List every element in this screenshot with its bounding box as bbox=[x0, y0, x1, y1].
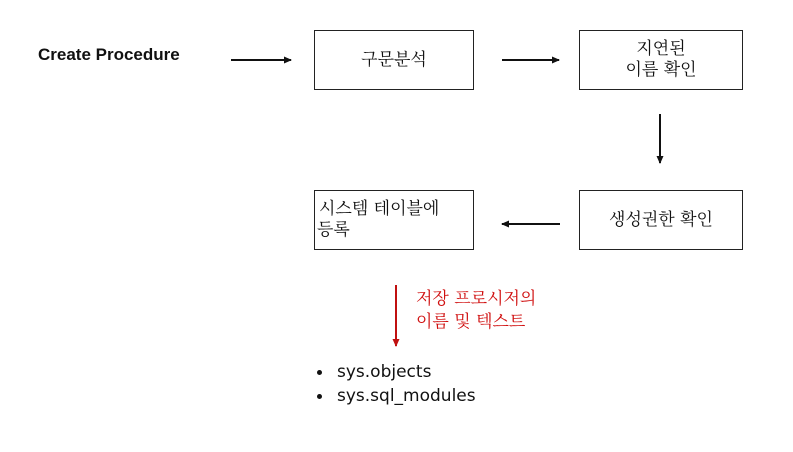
stored-procedure-note bbox=[416, 288, 536, 334]
list-item bbox=[314, 360, 476, 384]
parse-step-label: 구문분석 bbox=[361, 49, 427, 70]
register-line2: 등록 bbox=[317, 220, 350, 240]
table-name: sys.sql_modules bbox=[337, 386, 476, 406]
bullet-icon bbox=[317, 394, 322, 399]
permission-check-label: 생성권한 확인 bbox=[609, 209, 713, 230]
bullet-icon bbox=[317, 370, 322, 375]
deferred-name-line1: 지연된 bbox=[636, 39, 686, 59]
deferred-name-line2: 이름 확인 bbox=[625, 60, 697, 80]
table-name: sys.objects bbox=[337, 362, 432, 382]
stored-procedure-note-line2: 이름 및 텍스트 bbox=[416, 312, 526, 332]
list-item bbox=[314, 384, 476, 408]
register-line1: 시스템 테이블에 bbox=[319, 199, 440, 219]
start-label: Create Procedure bbox=[38, 45, 180, 64]
stored-procedure-note-line1: 저장 프로시저의 bbox=[416, 289, 537, 309]
system-tables-list bbox=[314, 360, 476, 408]
